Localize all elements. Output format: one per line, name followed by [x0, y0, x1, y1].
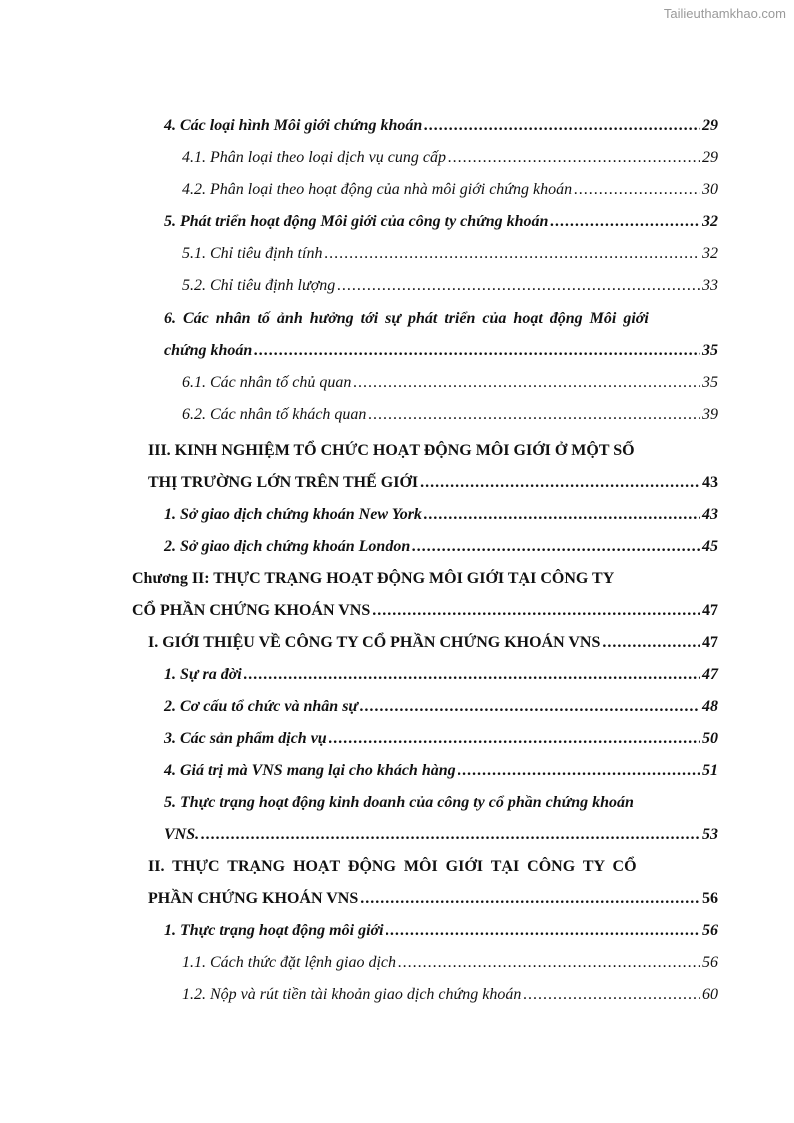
page-number: 43 [702, 506, 718, 523]
toc-entry: VNS. ..... 53 [164, 825, 718, 845]
toc-entry: 1. Sự ra đời ..... 47 [164, 665, 718, 685]
page-number: 47 [702, 634, 718, 651]
page-number: 29 [702, 149, 718, 166]
toc-entry-line1: III. KINH NGHIỆM TỔ CHỨC HOẠT ĐỘNG MÔI GIỚI Ở MỘT SỐ [148, 442, 635, 459]
page-number: 53 [702, 826, 718, 843]
page-number: 35 [702, 342, 718, 359]
toc-entry: 3. Các sản phẩm dịch vụ ..... 50 [164, 729, 718, 749]
toc-entry: 1.1. Cách thức đặt lệnh giao dịch ..... 56 [182, 953, 718, 973]
page-number: 48 [702, 698, 718, 715]
page-number: 56 [702, 890, 718, 907]
page-number: 30 [702, 181, 718, 198]
page-number: 60 [702, 986, 718, 1003]
page-number: 39 [702, 406, 718, 423]
toc-entry: 4.2. Phân loại theo hoạt động của nhà môi giới chứng khoán ..... 30 [182, 180, 718, 200]
toc-entry: 1.2. Nộp và rút tiền tài khoản giao dịch chứng khoán ..... 60 [182, 985, 718, 1005]
page-number: 56 [702, 954, 718, 971]
toc-entry: 4. Giá trị mà VNS mang lại cho khách hàng ..... 51 [164, 761, 718, 781]
page-number: 33 [702, 277, 718, 294]
toc-entry: 2. Cơ cấu tổ chức và nhân sự ..... 48 [164, 697, 718, 717]
toc-entry-line1: 5. Thực trạng hoạt động kinh doanh của công ty cổ phần chứng khoán [164, 794, 634, 811]
toc-entry: 1. Sở giao dịch chứng khoán New York ..... 43 [164, 505, 718, 525]
toc-entry: 5.2. Chỉ tiêu định lượng ..... 33 [182, 276, 718, 296]
toc-entry: THỊ TRƯỜNG LỚN TRÊN THẾ GIỚI ..... 43 [148, 473, 718, 493]
toc-entry-line1: 6. Các nhân tố ảnh hưởng tới sự phát triển của hoạt động Môi giới [164, 310, 649, 327]
toc-entry: I. GIỚI THIỆU VỀ CÔNG TY CỔ PHẦN CHỨNG KHOÁN VNS ..... 47 [148, 633, 718, 653]
page-number: 47 [702, 602, 718, 619]
toc-entry: chứng khoán ..... 35 [164, 341, 718, 361]
page-number: 29 [702, 117, 718, 134]
page-number: 32 [702, 245, 718, 262]
toc-entry-line1: II. THỰC TRẠNG HOẠT ĐỘNG MÔI GIỚI TẠI CÔNG TY CỔ [148, 858, 637, 875]
page-number: 35 [702, 374, 718, 391]
toc-entry-line1: Chương II: THỰC TRẠNG HOẠT ĐỘNG MÔI GIỚI TẠI CÔNG TY [132, 570, 615, 587]
toc-entry: 6.2. Các nhân tố khách quan ..... 39 [182, 405, 718, 425]
page-number: 51 [702, 762, 718, 779]
watermark: Tailieuthamkhao.com [663, 6, 786, 21]
toc-entry: PHẦN CHỨNG KHOÁN VNS ..... 56 [148, 889, 718, 909]
toc-entry: CỔ PHẦN CHỨNG KHOÁN VNS ..... 47 [132, 601, 718, 621]
toc-entry: 2. Sở giao dịch chứng khoán London ..... 45 [164, 537, 718, 557]
page-number: 50 [702, 730, 718, 747]
page-number: 32 [702, 213, 718, 230]
toc-entry: 4. Các loại hình Môi giới chứng khoán ..... 29 [164, 116, 718, 136]
toc-entry: 5. Phát triển hoạt động Môi giới của công ty chứng khoán ..... 32 [164, 212, 718, 232]
page-number: 47 [702, 666, 718, 683]
toc-entry: 1. Thực trạng hoạt động môi giới ..... 56 [164, 921, 718, 941]
page-number: 43 [702, 474, 718, 491]
page-number: 56 [702, 922, 718, 939]
toc-entry: 4.1. Phân loại theo loại dịch vụ cung cấp ..... 29 [182, 148, 718, 168]
page-number: 45 [702, 538, 718, 555]
toc-entry: 5.1. Chỉ tiêu định tính ..... 32 [182, 244, 718, 264]
toc-entry: 6.1. Các nhân tố chủ quan ..... 35 [182, 373, 718, 393]
